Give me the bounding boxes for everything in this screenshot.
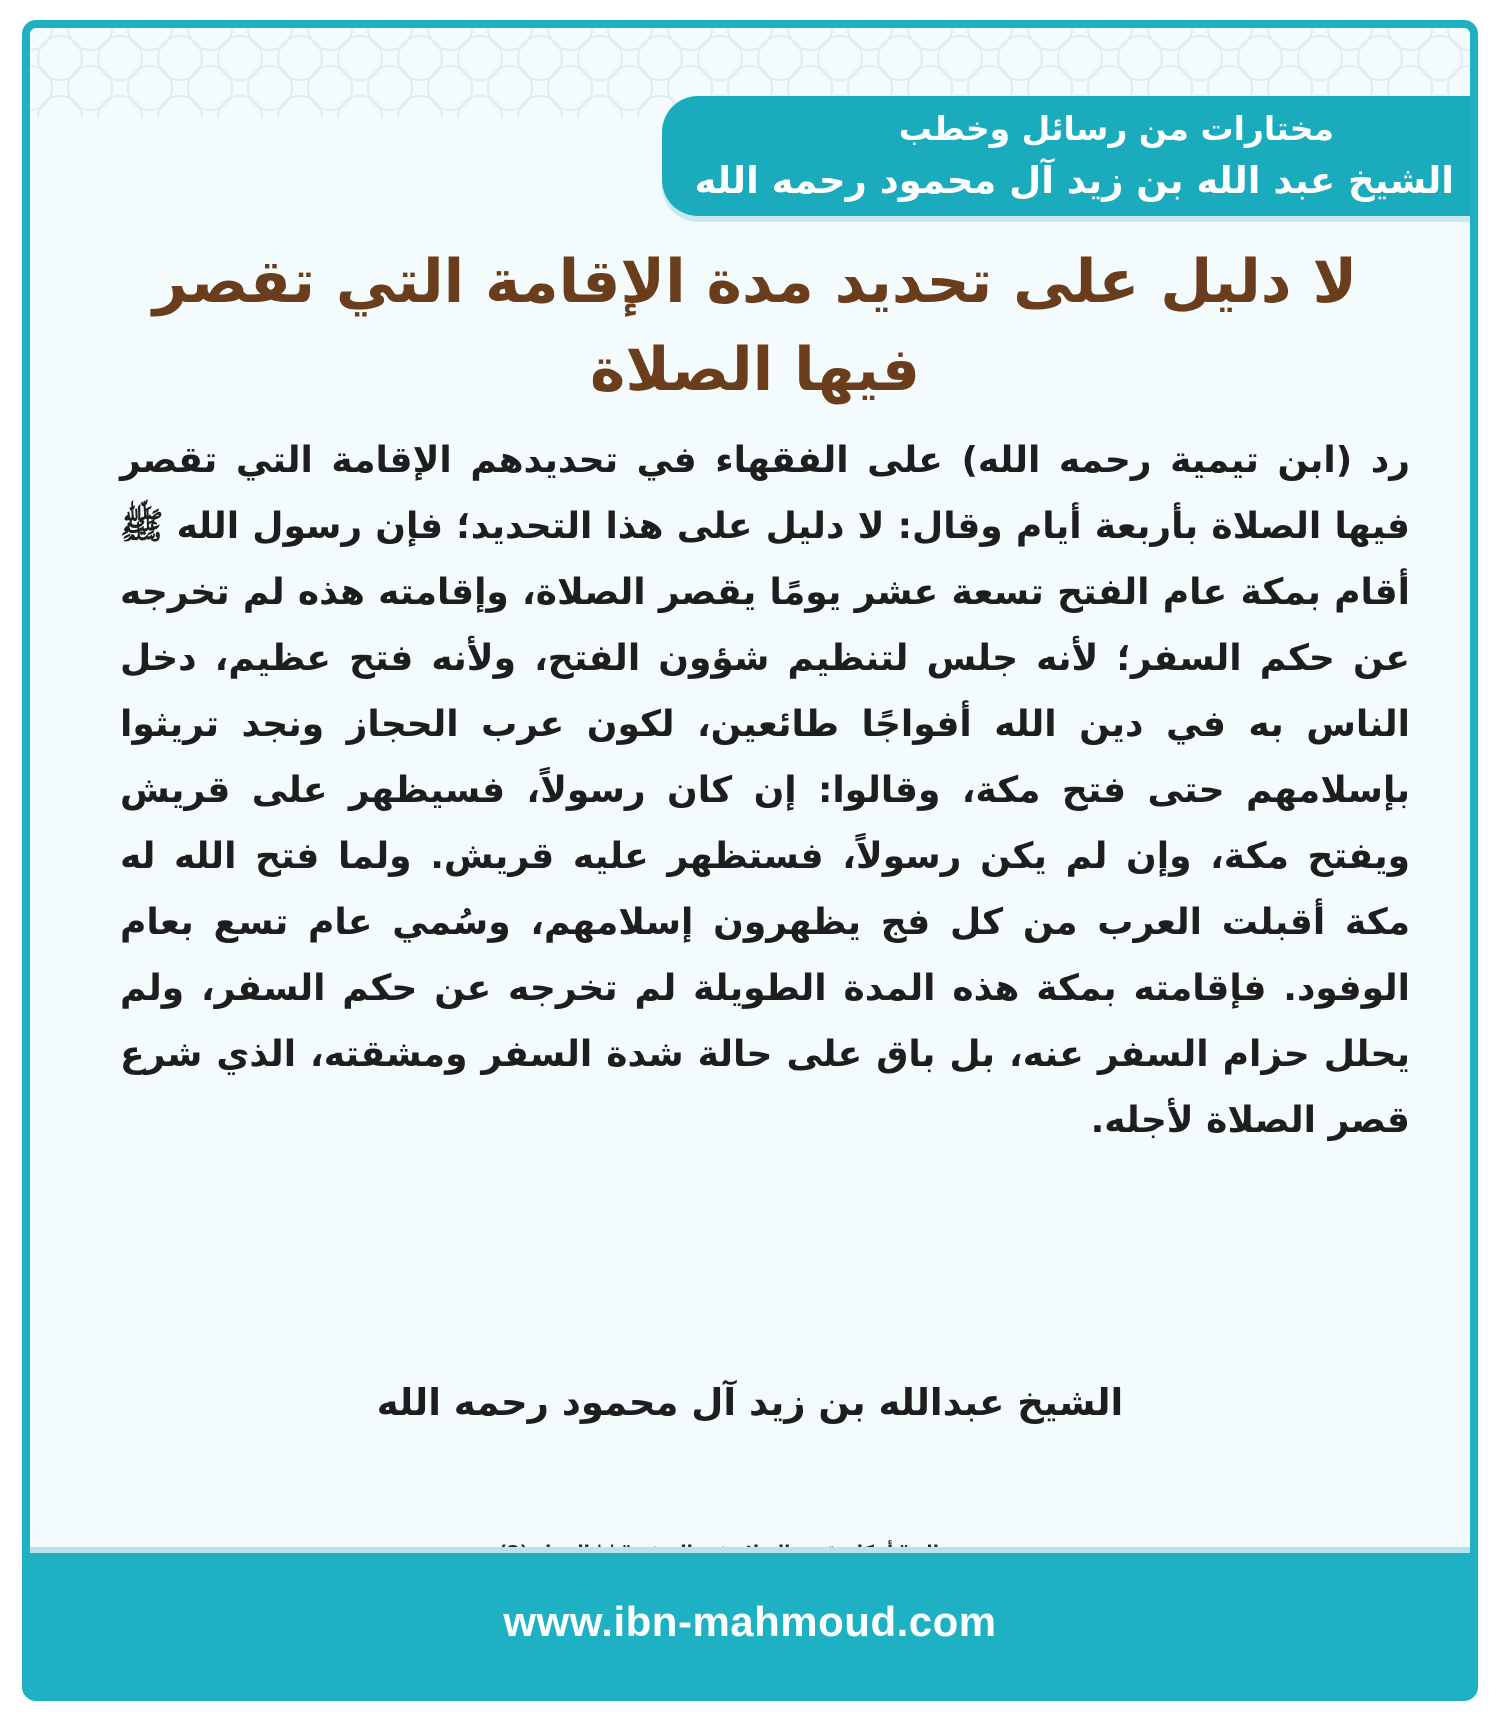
article-title: لا دليل على تحديد مدة الإقامة التي تقصر فيها الصلاة — [152, 247, 1358, 405]
article-body: رد (ابن تيمية رحمه الله) على الفقهاء في تحديدهم الإقامة التي تقصر فيها الصلاة بأربعة أيام وقال: لا دليل على هذا التحديد؛ فإن رسول الله ﷺ أقام بمكة عام الفتح تسعة عشر يومًا يقصر الصلاة، وإقامته هذه لم تخرجه عن حكم السفر؛ لأنه جلس لتنظيم شؤون الفتح، ولأنه فتح عظيم، دخل الناس به في دين الله أفواجًا طائعين، لكون عرب الحجاز ونجد تريثوا بإسلامهم حتى فتح مكة، وقالوا: إن كان رسولاً، فسيظهر على قريش ويفتح مكة، وإن لم يكن رسولاً، فستظهر عليه قريش. ولما فتح الله له مكة أقبلت العرب من كل فج يظهرون إسلامهم، وسُمي عام تسع بعام الوفود. فإقامته بمكة هذه المدة الطويلة لم تخرجه عن حكم السفر، ولم يحلل حزام السفر عنه، بل باق على حالة شدة السفر ومشقته، الذي شرع قصر الصلاة لأجله. — [120, 440, 1410, 1141]
footer-bar — [30, 1547, 1470, 1693]
card-frame — [22, 20, 1478, 1701]
author-signature: الشيخ عبدالله بن زيد آل محمود رحمه الله — [376, 1381, 1124, 1424]
website-link[interactable]: www.ibn-mahmoud.com — [503, 1598, 997, 1645]
header-banner — [662, 96, 1470, 216]
author-header: الشيخ عبد الله بن زيد آل محمود رحمه الله — [694, 159, 1454, 202]
series-title: مختارات من رسائل وخطب — [898, 109, 1334, 148]
